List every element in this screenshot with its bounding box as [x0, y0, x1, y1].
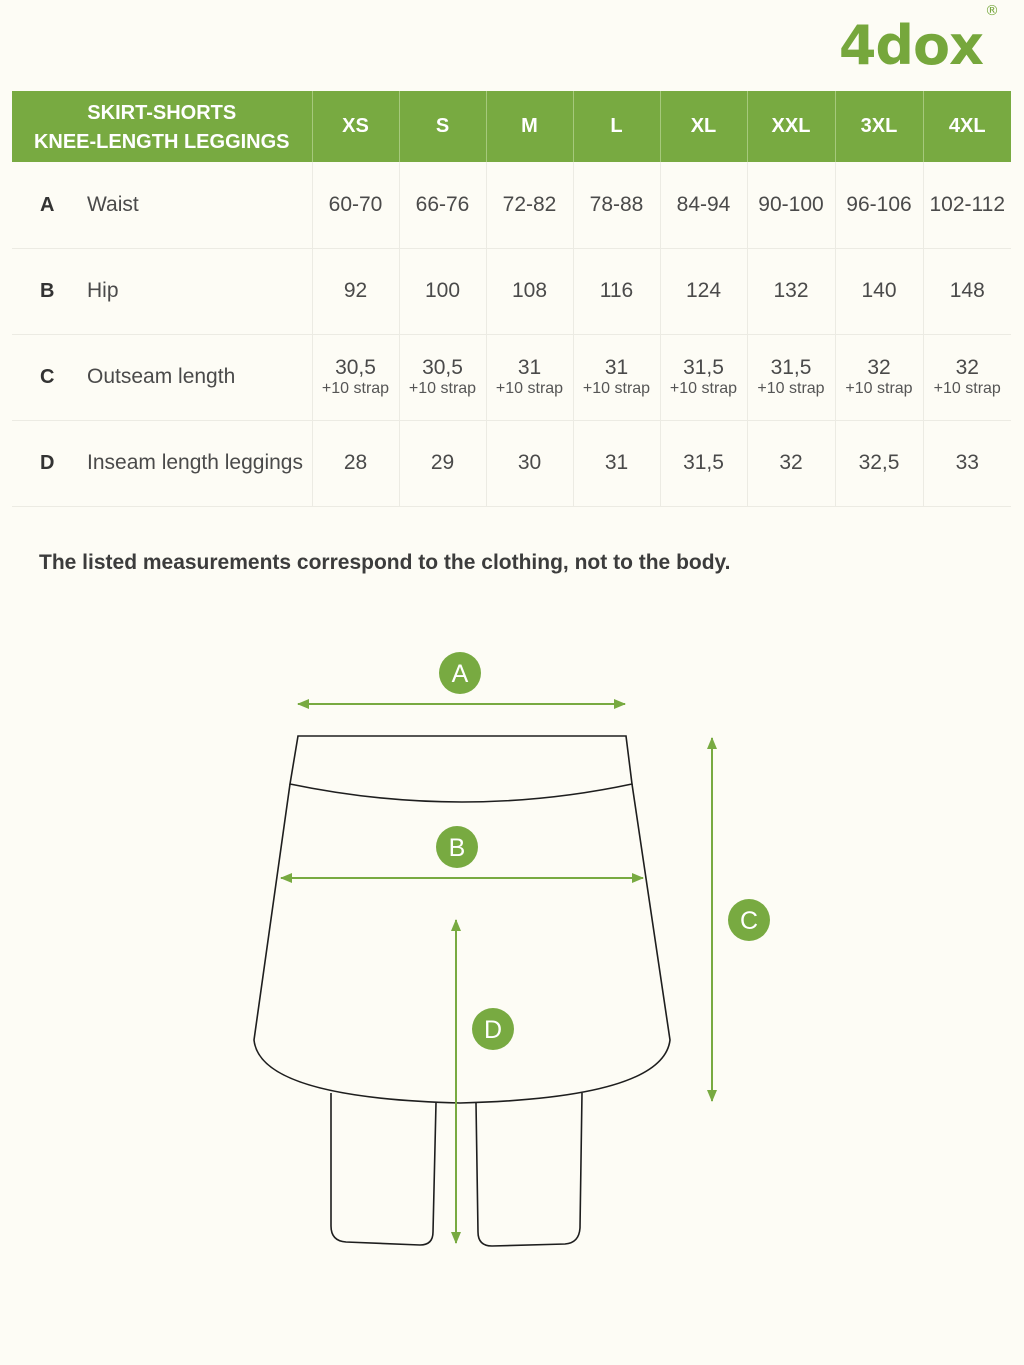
table-cell: 28 [312, 420, 399, 506]
row-letter: A [40, 193, 55, 216]
badge-b-label: B [448, 834, 466, 862]
table-cell: 31,5 +10 strap [660, 334, 747, 420]
badge-c [728, 899, 770, 941]
table-cell: 78-88 [573, 162, 660, 248]
row-name: Waist [87, 192, 139, 216]
badge-a [439, 652, 481, 694]
table-cell: 132 [747, 248, 835, 334]
row-letter: C [40, 366, 55, 388]
table-cell: 100 [399, 248, 486, 334]
measurement-note: The listed measurements correspond to the clothing, not to the body. [39, 551, 731, 574]
table-cell: 32 +10 strap [835, 334, 923, 420]
product-title-line1: SKIRT-SHORTS [87, 102, 237, 124]
table-cell: 102-112 [923, 162, 1011, 248]
table-cell: 31,5 [660, 420, 747, 506]
table-cell: 84-94 [660, 162, 747, 248]
badge-d-label: D [483, 1016, 503, 1044]
row-letter: B [40, 280, 55, 302]
row-name: Inseam length leggings [87, 451, 303, 474]
size-header-4xl: 4XL [923, 91, 1011, 162]
size-header-xxl: XXL [747, 91, 835, 162]
table-cell: 33 [923, 420, 1011, 506]
badge-b [436, 826, 478, 868]
table-cell: 30,5 +10 strap [399, 334, 486, 420]
table-cell: 31 [573, 420, 660, 506]
table-cell: 148 [923, 248, 1011, 334]
table-cell: 32 [747, 420, 835, 506]
table-cell: 116 [573, 248, 660, 334]
badge-a-label: A [451, 660, 469, 688]
table-cell: 30,5 +10 strap [312, 334, 399, 420]
row-name: Outseam length [87, 365, 236, 388]
brand-name: 4dox [838, 14, 983, 77]
table-cell: 31 +10 strap [573, 334, 660, 420]
badge-c-label: C [739, 907, 759, 935]
size-header-m: M [486, 91, 573, 162]
table-cell: 31 +10 strap [486, 334, 573, 420]
table-cell: 140 [835, 248, 923, 334]
size-header-3xl: 3XL [835, 91, 923, 162]
size-header-xs: XS [312, 91, 399, 162]
table-cell: 108 [486, 248, 573, 334]
table-cell: 60-70 [312, 162, 399, 248]
waistband [290, 736, 632, 802]
row-letter: D [40, 452, 55, 474]
table-cell: 124 [660, 248, 747, 334]
left-leg [331, 1093, 436, 1245]
table-cell: 96-106 [835, 162, 923, 248]
size-header-s: S [399, 91, 486, 162]
table-cell: 30 [486, 420, 573, 506]
registered-mark: ® [985, 3, 998, 19]
measurement-lines [281, 704, 712, 1243]
size-header-xl: XL [660, 91, 747, 162]
table-cell: 90-100 [747, 162, 835, 248]
row-name: Hip [87, 279, 119, 302]
table-cell: 72-82 [486, 162, 573, 248]
badge-d [472, 1008, 514, 1050]
table-cell: 32 +10 strap [923, 334, 1011, 420]
size-header-l: L [573, 91, 660, 162]
table-cell: 29 [399, 420, 486, 506]
table-cell: 66-76 [399, 162, 486, 248]
product-title-line2: KNEE-LENGTH LEGGINGS [33, 131, 290, 153]
skirt-outline [254, 736, 670, 1103]
table-cell: 31,5 +10 strap [747, 334, 835, 420]
right-leg [476, 1093, 582, 1246]
table-cell: 92 [312, 248, 399, 334]
table-cell: 32,5 [835, 420, 923, 506]
